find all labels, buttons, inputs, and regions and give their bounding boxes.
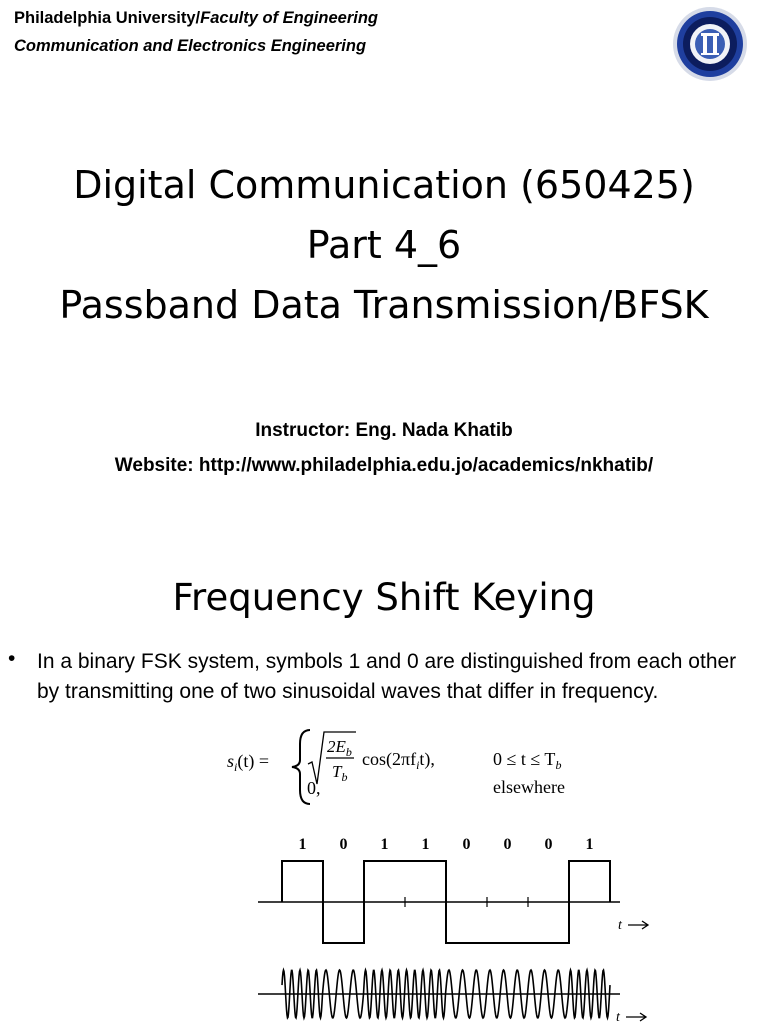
- university-logo-icon: [672, 6, 748, 82]
- baseband-time-arrow: [628, 921, 648, 929]
- section-title: Frequency Shift Keying: [172, 576, 596, 619]
- title-line-2: Part 4_6: [306, 223, 462, 267]
- bit-labels: [299, 836, 594, 853]
- bit-label: 1: [585, 836, 594, 853]
- bullet-text: In a binary FSK system, symbols 1 and 0 are distinguished from each other by transmitting one of two sinusoidal waves that differ in frequency.: [37, 650, 737, 703]
- header-university: [14, 9, 378, 28]
- header-department: Communication and Electronics Engineering: [14, 37, 367, 55]
- bit-label: 0: [462, 836, 471, 853]
- formula-lhs: $s_i(t)$ =: [227, 751, 269, 774]
- formula-denominator: $T_b$: [332, 762, 348, 784]
- fsk-time-arrow: [626, 1013, 646, 1021]
- bit-label: 0: [339, 836, 348, 853]
- bfsk-formula: [220, 722, 620, 812]
- bit-label: 1: [421, 836, 430, 853]
- title-line-1: Digital Communication (650425): [73, 163, 695, 207]
- bit-label: 0: [503, 836, 512, 853]
- formula-zero: 0,: [307, 778, 321, 798]
- fsk-time-label: t: [616, 1010, 620, 1024]
- bit-label: 0: [544, 836, 553, 853]
- bullet-symbol: •: [8, 647, 16, 670]
- formula-elsewhere: elsewhere: [493, 777, 565, 797]
- bit-label: 1: [380, 836, 389, 853]
- university-name: Philadelphia University/: [14, 9, 201, 27]
- bfsk-waveform: [250, 825, 660, 1024]
- formula-cos-term: $\cos(2\pi f_it)$,: [362, 749, 435, 772]
- faculty-name: Faculty of Engineering: [200, 9, 378, 27]
- formula-condition: $0 \le t \le T_b$: [493, 749, 562, 772]
- formula-numerator: $2E_b$: [327, 737, 352, 759]
- instructor-line: Instructor: Eng. Nada Khatib: [255, 420, 513, 441]
- title-line-3: Passband Data Transmission/BFSK: [59, 283, 709, 327]
- bit-label: 1: [298, 836, 307, 853]
- website-line: Website: http://www.philadelphia.edu.jo/academics/nkhatib/: [114, 455, 654, 476]
- baseband-time-label: t: [618, 918, 622, 933]
